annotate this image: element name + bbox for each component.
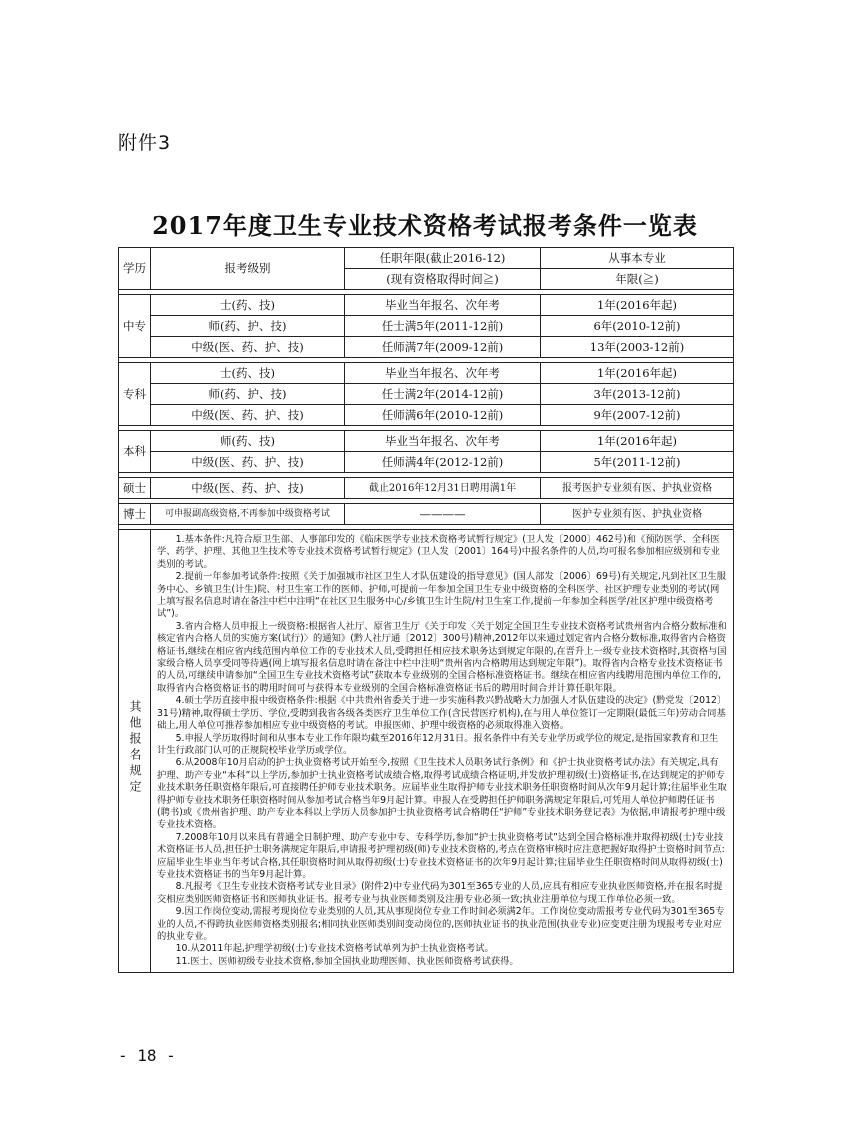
tenure-cell: 任师满7年(2009-12前) (345, 337, 541, 358)
note-item: 11.医士、医师初级专业技术资格,参加全国执业助理医师、执业医师资格考试获得。 (175, 955, 519, 967)
level-cell: 中级(医、药、护、技) (151, 405, 345, 426)
header-years-line1: 从事本专业 (541, 248, 734, 269)
note-item: 8.凡报考《卫生专业技术资格考试专业目录》(附件2)中专业代码为301至365专业的人员,应具有相应专业执业医师资格,并在报名时提交相应类别医师资格证书和医师执业证书。报考专业与执业医师类别及注册专业必须一致;执业注册单位与现工作单位必须一致。 (157, 881, 723, 905)
years-cell: 6年(2010-12前) (541, 316, 734, 337)
table-row (119, 337, 734, 358)
table-row (119, 504, 734, 525)
years-cell: 5年(2011-12前) (541, 452, 734, 473)
level-cell: 师(药、护、技) (151, 316, 345, 337)
note-item: 3.省内合格人员申报上一级资格:根据省人社厅、原省卫生厅《关于印发〈关于划定全国卫生专业技术资格考试贵州省内合格分数标准和核定省内合格人员的实施方案(试行)〉的通知》(黔人社厅通〔2012〕300号)精神,2012年以来通过划定省内合格分数标准,取得省内合格资格证书,继续在相应省内线范围内单位工作的专业技术人员,受聘担任相应技术职务达到规定年限的,在晋升上一级专业技术资格时,其资格与国家级合格人员享受同等待遇(网上填写报名信息时请在备注中栏中注明“贵州省内合格聘用达到规定年限”)。取得省内合格专业技术资格证书的人员,可继续申请参加“全国卫生专业技术资格考试”获取本专业级别的全国合格标准资格证书。继续在相应省内线聘用范围内单位工作的,取得省内合格资格证书的聘用时间可与获得本专业级别的全国合格标准资格证书后的聘用时间合并计算任职年限。 (157, 620, 727, 694)
other-rules-content (151, 530, 734, 973)
tenure-cell: 毕业当年报名、次年考 (345, 431, 541, 452)
tenure-cell: 截止2016年12月31日聘用满1年 (345, 478, 541, 499)
notes-list (151, 530, 733, 972)
header-years-line2: 年限(≧) (541, 269, 734, 290)
level-cell: 可申报副高级资格,不再参加中级资格考试 (151, 504, 345, 525)
education-shuoshi: 硕士 (119, 478, 151, 499)
level-cell: 中级(医、药、护、技) (151, 452, 345, 473)
note-item: 2.提前一年参加考试条件:按照《关于加强城市社区卫生人才队伍建设的指导意见》(国人部发〔2006〕69号)有关规定,凡到社区卫生服务中心、乡镇卫生(计生)院、村卫生室工作的医师、护师,可提前一年参加全国卫生专业中级资格的全科医学、社区护理专业类别的考试(网上填写报名信息时请在备注中栏中注明“在社区卫生服务中心/乡镇卫生计生院/村卫生室工作,提前一年参加全科医学/社区护理中级资格考试”)。 (157, 571, 727, 620)
note-item: 6.从2008年10月启动的护士执业资格考试开始至今,按照《卫生技术人员职务试行条例》和《护士执业资格考试办法》有关规定,具有护理、助产专业“本科”以上学历,参加护士执业资格考试成绩合格,取得考试成绩合格证明,并发放护理初级(士)资格证书,在达到规定的护师专业技术职务任职资格年限后,可直接聘任护师专业技术职务。应届毕业生取得护师专业技术职务任职资格时间从次年9月起计算;往届毕业生取得护师专业技术职务任职资格时间从参加考试合格当年9月起计算。申报人在受聘担任护师职务满规定年限后,可凭用人单位护师聘任证书(聘书)或《贵州省护理、助产专业本科以上学历人员参加护士执业资格考试合格聘任“护师”专业技术职务登记表》为依据,申请报考护理中级专业技术资格。 (157, 757, 727, 831)
page-title: 2017年度卫生专业技术资格考试报考条件一览表 (152, 211, 698, 240)
header-tenure-line1: 任职年限(截止2016-12) (345, 248, 541, 269)
tenure-cell: 毕业当年报名、次年考 (345, 363, 541, 384)
note-item: 9.因工作岗位变动,需报考现岗位专业类别的人员,其从事现岗位专业工作时间必须满2年。工作岗位变动需报考专业代码为301至365专业的人员,不得跨执业医师资格类别报名;相同执业医师类别间变动岗位的,医师执业证书的执业范围(执业专业)应变更注册为现报考专业对应的执业专业。 (157, 906, 725, 942)
note-item: 4.硕士学历直接申报中级资格条件:根据《中共贵州省委关于进一步实施科教兴黔战略大力加强人才队伍建设的决定》(黔党发〔2012〕31号)精神,取得硕士学历、学位,受聘到我省各级各类医疗卫生单位工作(含民营医疗机构),在与用人单位签订一定期限(最低三年)劳动合同基础上,用人单位可推荐参加相应专业中级资格的考试。申报医师、护理中级资格的必须取得准入资格。 (157, 695, 727, 732)
other-rules-row (119, 530, 734, 973)
table-row (119, 452, 734, 473)
years-cell: 医护专业须有医、护执业资格 (541, 504, 734, 525)
years-cell: 1年(2016年起) (541, 431, 734, 452)
level-cell: 中级(医、药、护、技) (151, 478, 345, 499)
education-boshi: 博士 (119, 504, 151, 525)
level-cell: 师(药、护、技) (151, 384, 345, 405)
years-cell: 1年(2016年起) (541, 295, 734, 316)
tenure-cell: 任士满5年(2011-12前) (345, 316, 541, 337)
attachment-label: 附件3 (118, 132, 172, 154)
table-row (119, 478, 734, 499)
years-cell: 报考医护专业须有医、护执业资格 (541, 478, 734, 499)
note-item: 10.从2011年起,护理学初级(士)专业技术资格考试单列为护士执业资格考试。 (175, 943, 494, 955)
table-row (119, 316, 734, 337)
level-cell: 士(药、技) (151, 363, 345, 384)
tenure-cell: 任士满2年(2014-12前) (345, 384, 541, 405)
tenure-cell: 任师满4年(2012-12前) (345, 452, 541, 473)
table-row (119, 431, 734, 452)
header-education: 学历 (119, 248, 151, 290)
level-cell: 士(药、技) (151, 295, 345, 316)
level-cell: 师(药、技) (151, 431, 345, 452)
table-row (119, 295, 734, 316)
page-number: - 18 - (118, 1046, 176, 1065)
tenure-cell: ———— (345, 504, 541, 525)
years-cell: 1年(2016年起) (541, 363, 734, 384)
table-row (119, 384, 734, 405)
table-row (119, 405, 734, 426)
note-item: 1.基本条件:凡符合原卫生部、人事部印发的《临床医学专业技术资格考试暂行规定》(卫人发〔2000〕462号)和《预防医学、全科医学、药学、护理、其他卫生技术等专业技术资格考试暂行规定》(卫人发〔2001〕164号)中报名条件的人员,均可报名参加相应级别和专业类别的考试。 (157, 534, 720, 570)
note-item: 5.申报人学历取得时间和从事本专业工作年限均截至2016年12月31日。报名条件中有关专业学历或学位的规定,是指国家教育和卫生计生行政部门认可的正规院校毕业学历或学位。 (157, 732, 719, 756)
other-rules-label-cell (119, 530, 151, 973)
education-zhuanke: 专科 (119, 363, 151, 426)
note-item: 7.2008年10月以来具有普通全日制护理、助产专业中专、专科学历,参加“护士执业资格考试”达到全国合格标准并取得初级(士)专业技术资格证书人员,担任护士职务满规定年限后,申请报考护理初级(师)专业技术资格的,考点在资格审核时应注意把握好取得护士资格时间节点:应届毕业生毕业当年考试合格,其任职资格时间从取得初级(士)专业技术资格证书的次年9月起计算;往届毕业生任职资格时间从取得初级(士)专业技术资格证书的当年9月起计算。 (157, 831, 725, 880)
years-cell: 13年(2003-12前) (541, 337, 734, 358)
header-level: 报考级别 (151, 248, 345, 290)
level-cell: 中级(医、药、护、技) (151, 337, 345, 358)
education-benke: 本科 (119, 431, 151, 473)
education-zhongzhuan: 中专 (119, 295, 151, 358)
tenure-cell: 任师满6年(2010-12前) (345, 405, 541, 426)
years-cell: 3年(2013-12前) (541, 384, 734, 405)
tenure-cell: 毕业当年报名、次年考 (345, 295, 541, 316)
conditions-table (118, 247, 734, 973)
table-row (119, 363, 734, 384)
header-tenure-line2: (现有资格取得时间≧) (345, 269, 541, 290)
header-row (119, 248, 734, 269)
other-rules-label: 其他报名规定 (128, 700, 142, 797)
years-cell: 9年(2007-12前) (541, 405, 734, 426)
